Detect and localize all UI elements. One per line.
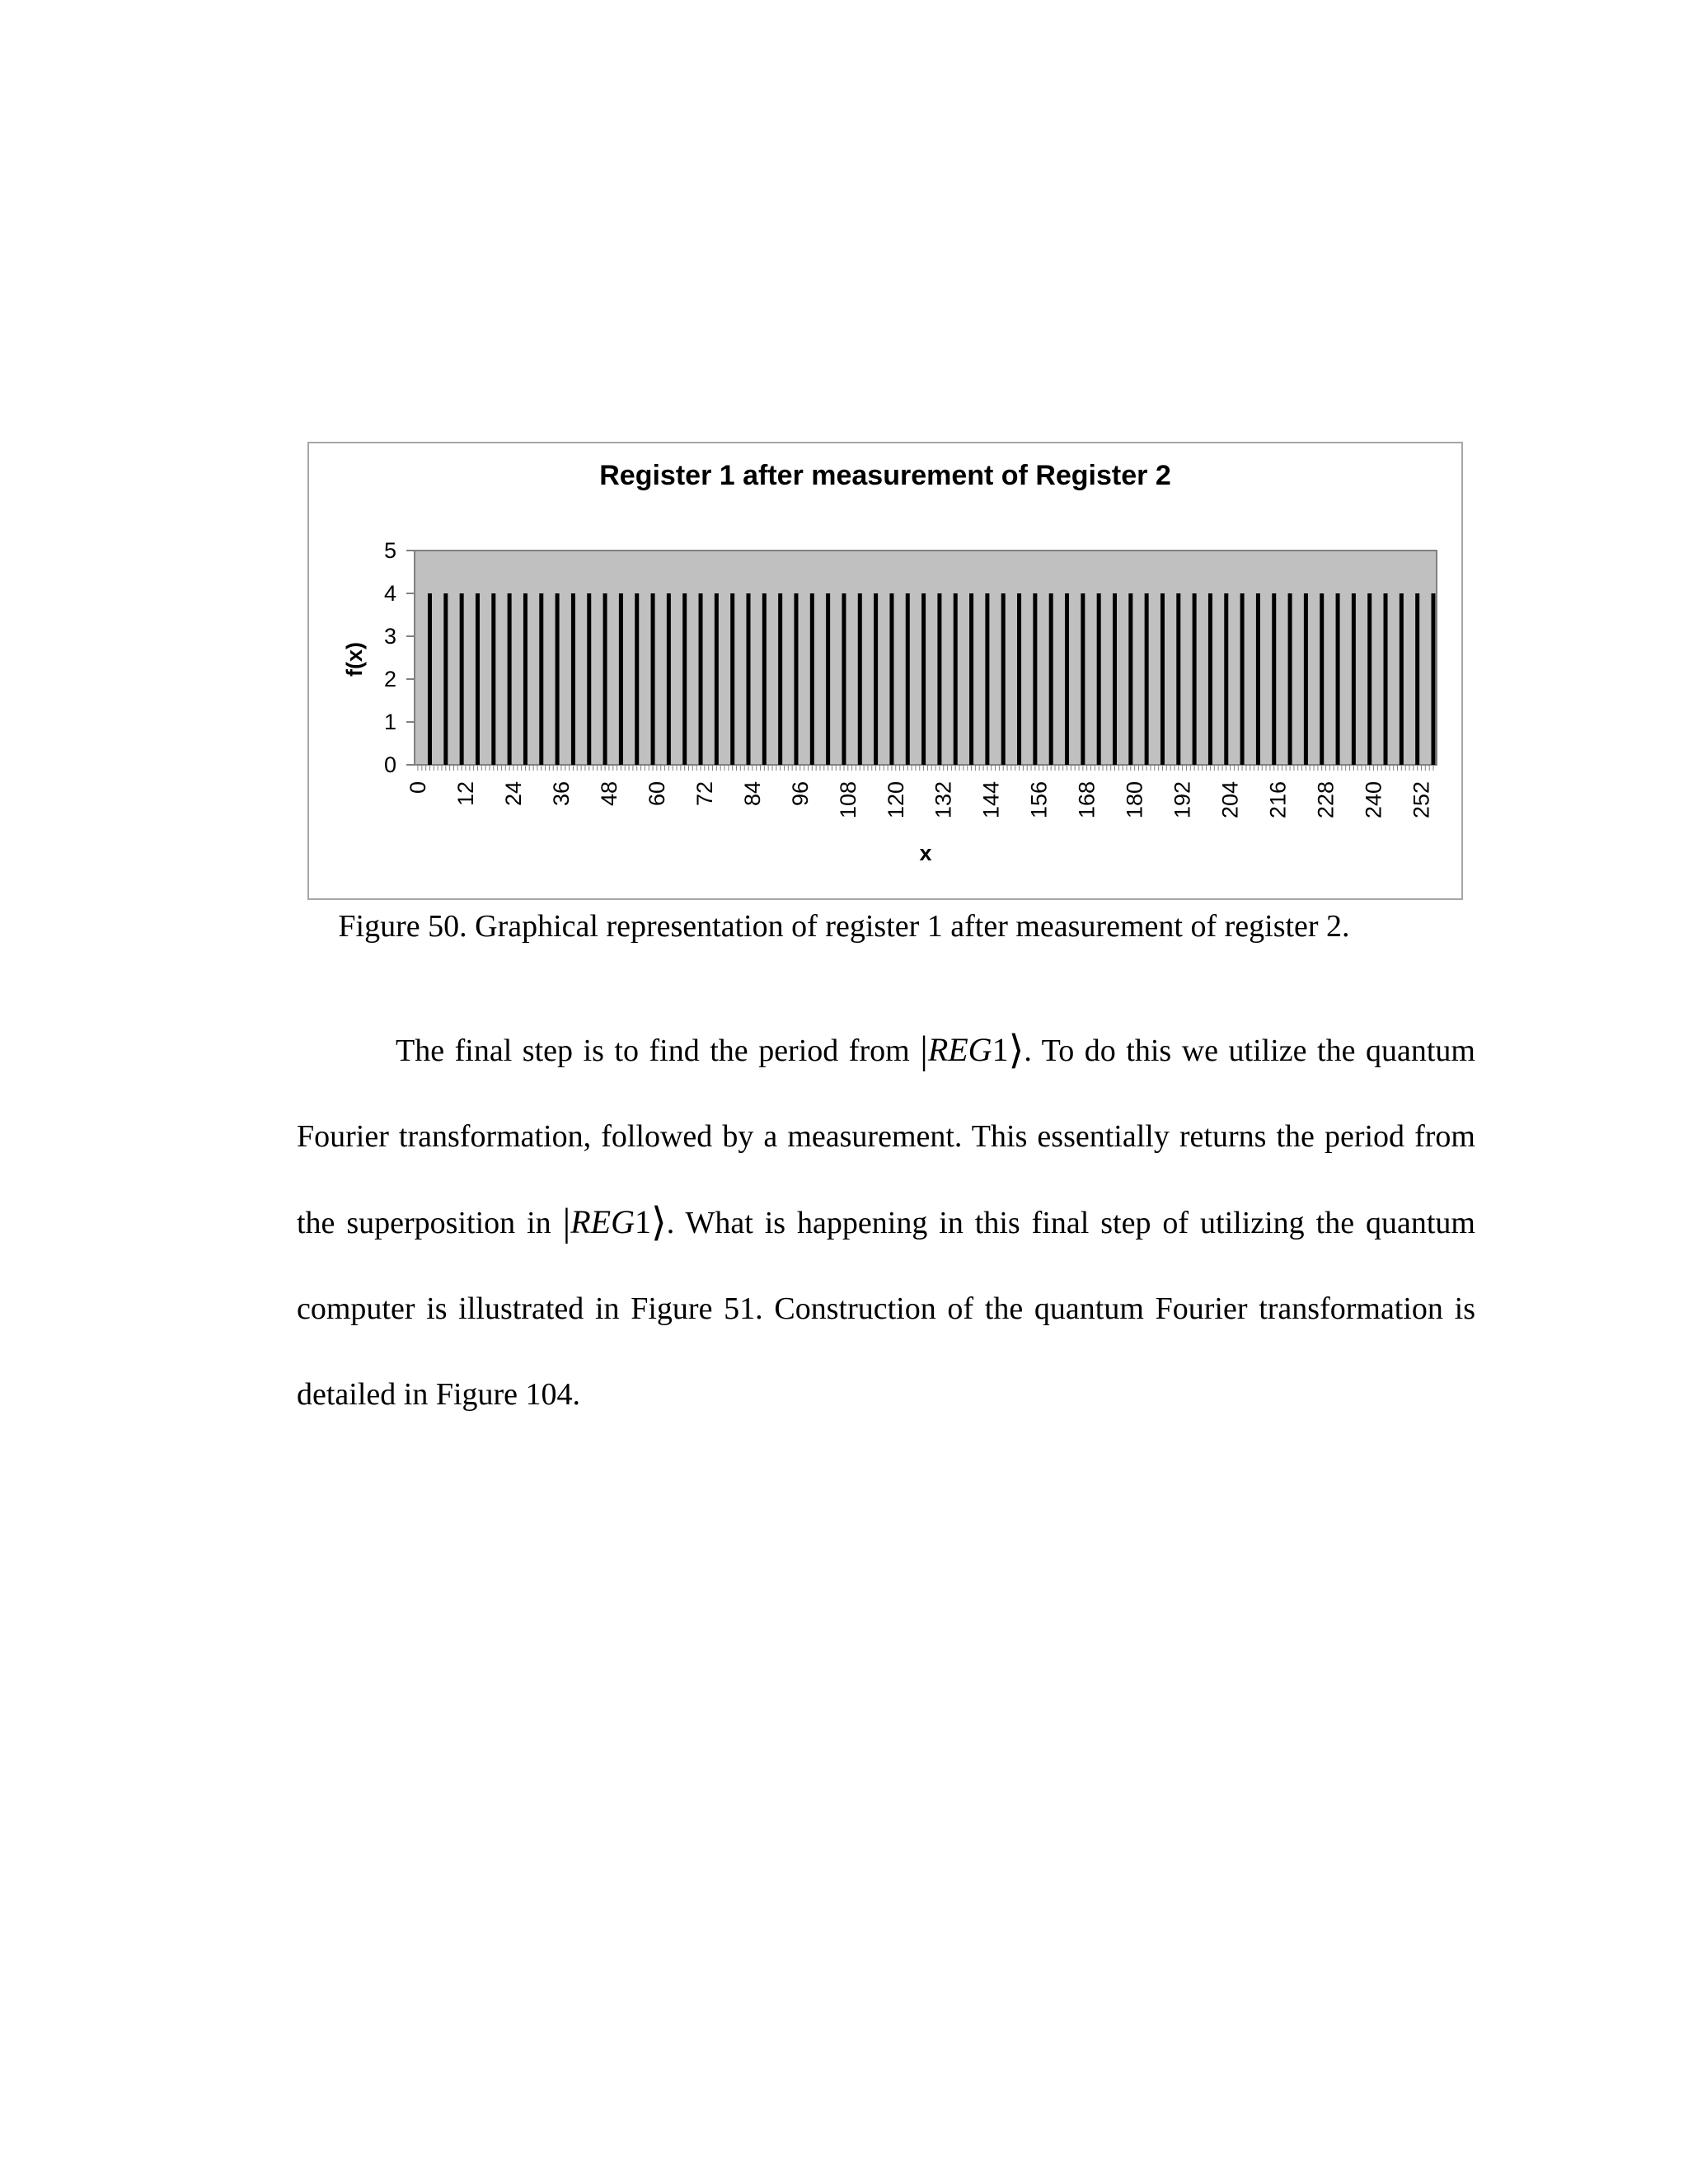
- bar: [1288, 593, 1292, 765]
- x-tick-label: 36: [548, 781, 574, 807]
- bar: [954, 593, 958, 765]
- bar: [747, 593, 751, 765]
- chart-frame: [307, 442, 1463, 900]
- ket-reg1: [920, 1029, 1025, 1072]
- bar: [1128, 593, 1132, 765]
- bar: [443, 593, 448, 765]
- bar: [1384, 593, 1388, 765]
- bar: [1320, 593, 1324, 765]
- paragraph-text-1: The final step is to find the period from: [396, 1033, 921, 1068]
- bar: [1113, 593, 1117, 765]
- bar: [921, 593, 926, 765]
- bar: [1272, 593, 1276, 765]
- x-axis-label: x: [919, 841, 932, 865]
- bar: [1001, 593, 1006, 765]
- x-tick-label: 60: [644, 781, 669, 807]
- bar: [1017, 593, 1021, 765]
- bar: [1081, 593, 1085, 765]
- y-tick-label: 2: [383, 667, 396, 691]
- ket-bar: |: [920, 1029, 928, 1072]
- x-tick-label: 72: [692, 781, 717, 807]
- bar: [1097, 593, 1101, 765]
- bar: [1176, 593, 1180, 765]
- ket-one: 1: [992, 1031, 1009, 1068]
- ket-one: 1: [635, 1203, 651, 1240]
- paragraph-text-2: . To do this we utilize the quantum Fourier transformation, followed by a measurement. This essentially returns the period from the superposition in: [297, 1033, 1475, 1240]
- bar: [460, 593, 464, 765]
- x-tick-label: 216: [1265, 781, 1291, 819]
- ket-reg: REG: [927, 1031, 992, 1068]
- bar: [571, 593, 575, 765]
- y-tick-label: 1: [383, 710, 396, 734]
- bar: [858, 593, 862, 765]
- x-tick-label: 204: [1217, 781, 1243, 819]
- bar: [874, 593, 878, 765]
- ket-rangle: ⟩: [651, 1201, 667, 1244]
- x-tick-label: 48: [596, 781, 621, 807]
- bar: [523, 593, 528, 765]
- body-paragraph: [297, 1007, 1475, 1437]
- bar: [1432, 593, 1436, 765]
- bar: [1193, 593, 1197, 765]
- x-tick-label: 228: [1313, 781, 1339, 819]
- x-tick-label: 168: [1074, 781, 1100, 819]
- bar: [1033, 593, 1037, 765]
- bar: [491, 593, 495, 765]
- bar: [587, 593, 591, 765]
- x-tick-label: 120: [883, 781, 908, 819]
- x-tick-label: 156: [1026, 781, 1052, 819]
- x-tick-label: 252: [1409, 781, 1434, 819]
- bar: [476, 593, 480, 765]
- bar: [1352, 593, 1356, 765]
- bar: [556, 593, 560, 765]
- x-tick-label: 192: [1170, 781, 1195, 819]
- x-tick-label: 24: [500, 781, 526, 807]
- bar: [1336, 593, 1340, 765]
- x-tick-label: 12: [452, 781, 478, 807]
- y-tick-label: 3: [383, 624, 396, 649]
- y-tick-label: 4: [383, 581, 396, 606]
- paragraph-text-3: . What is happening in this final step of utilizing the quantum computer is illustrated in Figure 51. Construction of the quantum Fourier transformation is detailed in Figure 104.: [297, 1206, 1475, 1412]
- bar: [508, 593, 512, 765]
- bar: [1049, 593, 1053, 765]
- bar: [1400, 593, 1404, 765]
- bar: [1208, 593, 1212, 765]
- ket-bar: |: [562, 1201, 571, 1244]
- bar: [794, 593, 798, 765]
- x-tick-label: 240: [1361, 781, 1386, 819]
- bar: [1065, 593, 1069, 765]
- y-tick-label: 5: [383, 538, 396, 563]
- bar: [1304, 593, 1308, 765]
- x-tick-label: 144: [978, 781, 1004, 819]
- bar: [1240, 593, 1245, 765]
- bar: [1145, 593, 1149, 765]
- bar: [826, 593, 830, 765]
- bar: [1367, 593, 1372, 765]
- bar: [715, 593, 719, 765]
- bar: [906, 593, 910, 765]
- bar: [889, 593, 893, 765]
- bar: [539, 593, 543, 765]
- bar: [667, 593, 671, 765]
- x-tick-label: 0: [406, 781, 430, 794]
- x-tick-label: 180: [1122, 781, 1147, 819]
- x-tick-label: 96: [787, 781, 813, 807]
- bar: [1415, 593, 1419, 765]
- bar: [682, 593, 687, 765]
- bar: [651, 593, 655, 765]
- y-axis-label: f(x): [342, 642, 367, 677]
- ket-rangle: ⟩: [1008, 1029, 1025, 1072]
- bar-chart: [309, 443, 1461, 898]
- bar: [730, 593, 734, 765]
- ket-reg1-second: [562, 1201, 667, 1244]
- y-tick-label: 0: [383, 752, 396, 777]
- bar: [842, 593, 846, 765]
- x-tick-label: 132: [931, 781, 956, 819]
- bar: [635, 593, 639, 765]
- bar: [1224, 593, 1228, 765]
- bar: [603, 593, 607, 765]
- bar: [1160, 593, 1165, 765]
- bar: [937, 593, 941, 765]
- bar: [985, 593, 989, 765]
- bar: [428, 593, 432, 765]
- bar: [810, 593, 814, 765]
- bar: [762, 593, 767, 765]
- bar: [619, 593, 623, 765]
- figure-caption: Figure 50. Graphical representation of register 1 after measurement of register 2.: [338, 909, 1350, 944]
- x-tick-label: 108: [835, 781, 860, 819]
- ket-reg: REG: [570, 1203, 635, 1240]
- chart-title: Register 1 after measurement of Register 2: [599, 460, 1171, 491]
- x-tick-label: 84: [739, 781, 765, 807]
- bar: [1256, 593, 1260, 765]
- bar: [969, 593, 973, 765]
- bar: [699, 593, 703, 765]
- bar: [778, 593, 782, 765]
